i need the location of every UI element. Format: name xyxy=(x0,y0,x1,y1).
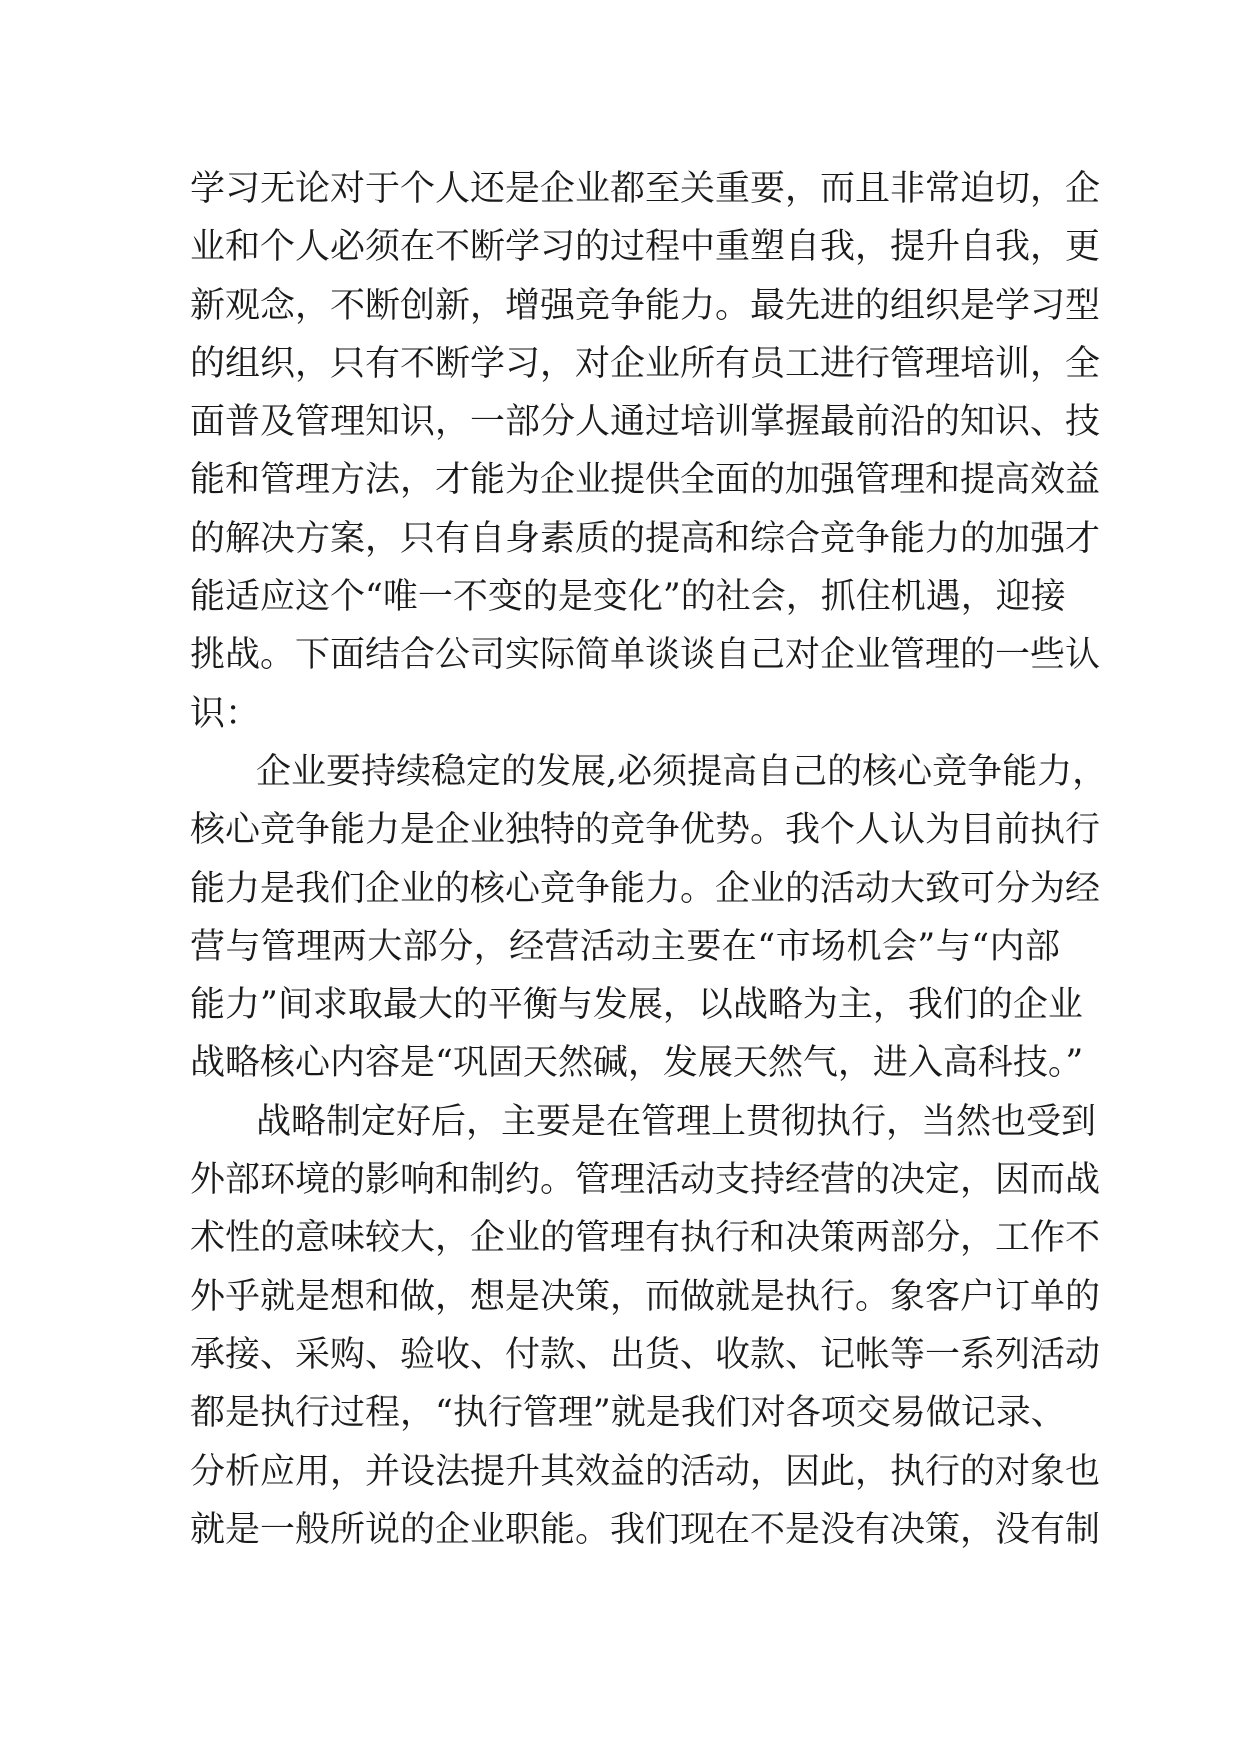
text-line: 能和管理方法，才能为企业提供全面的加强管理和提高效益 xyxy=(190,460,1101,501)
text-line: 承接、采购、验收、付款、出货、收款、记帐等一系列活动 xyxy=(190,1334,1101,1375)
text-line: 战略制定好后，主要是在管理上贯彻执行，当然也受到 xyxy=(256,1101,1097,1142)
text-line: 能适应这个“唯一不变的是变化”的社会，抓住机遇，迎接 xyxy=(190,577,1066,618)
text-line: 企业要持续稳定的发展,必须提高自己的核心竞争能力， xyxy=(256,751,1108,792)
text-line: 识： xyxy=(190,693,261,734)
text-line: 面普及管理知识，一部分人通过培训掌握最前沿的知识、技 xyxy=(190,402,1101,443)
text-line: 术性的意味较大，企业的管理有执行和决策两部分，工作不 xyxy=(190,1218,1101,1259)
text-line: 外乎就是想和做，想是决策，而做就是执行。象客户订单的 xyxy=(190,1276,1101,1317)
text-line: 外部环境的影响和制约。管理活动支持经营的决定，因而战 xyxy=(190,1160,1101,1201)
text-line: 营与管理两大部分，经营活动主要在“市场机会”与“内部 xyxy=(190,926,1060,967)
text-line: 能力”间求取最大的平衡与发展，以战略为主，我们的企业 xyxy=(190,985,1083,1026)
text-line: 分析应用，并设法提升其效益的活动，因此，执行的对象也 xyxy=(190,1451,1101,1492)
text-line: 就是一般所说的企业职能。我们现在不是没有决策，没有制 xyxy=(190,1509,1101,1550)
text-line: 战略核心内容是“巩固天然碱，发展天然气，进入高科技。” xyxy=(190,1043,1084,1084)
text-line: 都是执行过程，“执行管理”就是我们对各项交易做记录、 xyxy=(190,1393,1066,1434)
text-line: 业和个人必须在不断学习的过程中重塑自我，提升自我，更 xyxy=(190,227,1101,268)
paragraph-intro xyxy=(190,160,1101,743)
text-line: 能力是我们企业的核心竞争能力。企业的活动大致可分为经 xyxy=(190,868,1101,909)
text-line: 挑战。下面结合公司实际简单谈谈自己对企业管理的一些认 xyxy=(190,635,1101,676)
paragraph-core-competence xyxy=(190,743,1108,1093)
text-line: 核心竞争能力是企业独特的竞争优势。我个人认为目前执行 xyxy=(190,810,1101,851)
document-body xyxy=(190,160,1108,1559)
text-line: 学习无论对于个人还是企业都至关重要，而且非常迫切，企 xyxy=(190,169,1101,209)
text-line: 的解决方案，只有自身素质的提高和综合竞争能力的加强才 xyxy=(190,518,1101,559)
text-line: 新观念，不断创新，增强竞争能力。最先进的组织是学习型 xyxy=(190,285,1101,326)
paragraph-execution xyxy=(190,1093,1101,1559)
text-line: 的组织，只有不断学习，对企业所有员工进行管理培训，全 xyxy=(190,343,1101,384)
